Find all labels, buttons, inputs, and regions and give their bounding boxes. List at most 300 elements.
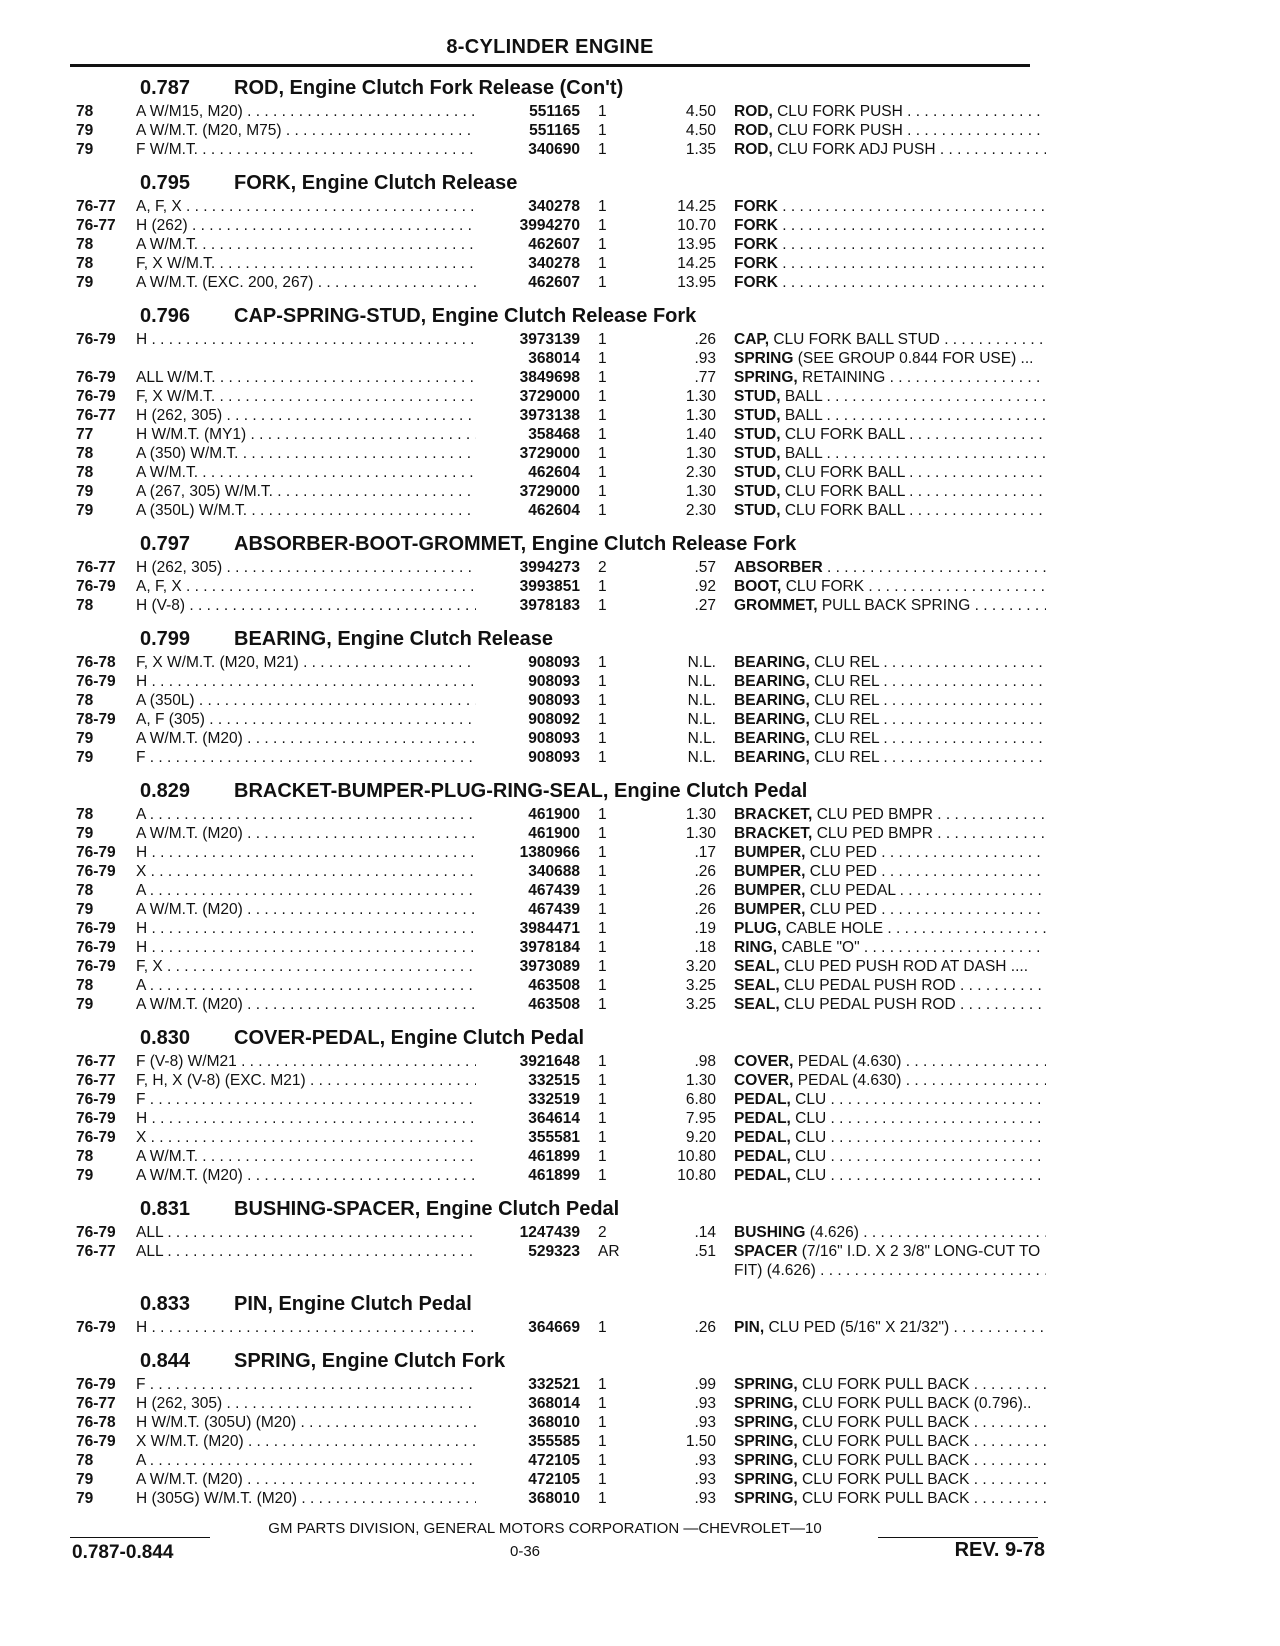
part-number: 908093 xyxy=(528,730,580,747)
description-detail: BALL xyxy=(784,445,823,462)
description-noun: BRACKET, xyxy=(734,825,813,842)
group-title: COVER-PEDAL, Engine Clutch Pedal xyxy=(234,1027,585,1049)
application xyxy=(136,691,476,710)
description-detail: CLU xyxy=(795,1167,827,1184)
footer-corporation: GM PARTS DIVISION, GENERAL MOTORS CORPORATION —CHEVROLET—10 xyxy=(268,1520,822,1537)
part-row xyxy=(70,710,1045,729)
quantity: 1 xyxy=(598,1414,607,1431)
part-row xyxy=(70,387,1045,406)
application xyxy=(136,653,476,672)
application-text: F (V-8) W/M21 xyxy=(136,1053,237,1070)
application xyxy=(136,1052,476,1071)
quantity: 1 xyxy=(598,1053,607,1070)
application-text: A, F, X xyxy=(136,578,182,595)
description-detail: CLU PEDAL PUSH ROD xyxy=(783,996,956,1013)
part-number: 908093 xyxy=(528,654,580,671)
description xyxy=(734,672,1046,691)
application-text: A W/M.T. (M20) xyxy=(136,996,243,1013)
application xyxy=(136,995,476,1014)
model-year: 76-79 xyxy=(76,388,116,405)
group-header xyxy=(70,169,1045,197)
model-year: 78 xyxy=(76,464,94,481)
description-detail: CLU FORK PULL BACK xyxy=(802,1452,970,1469)
description-detail: CLU xyxy=(795,1129,827,1146)
description xyxy=(734,957,1046,976)
model-year: 78 xyxy=(76,255,94,272)
application xyxy=(136,330,476,349)
description-detail: CLU xyxy=(795,1110,827,1127)
description xyxy=(734,862,1046,881)
price: 4.50 xyxy=(685,122,716,139)
description xyxy=(734,596,1046,615)
description xyxy=(734,691,1046,710)
application xyxy=(136,1432,476,1451)
price: 4.50 xyxy=(685,103,716,120)
quantity: 1 xyxy=(598,255,607,272)
application-text: ALL xyxy=(136,1224,164,1241)
quantity: 1 xyxy=(598,1072,607,1089)
description-detail: (7/16" I.D. X 2 3/8" LONG-CUT TO xyxy=(801,1243,1041,1260)
application-text: H (262, 305) xyxy=(136,1395,223,1412)
part-number: 3978184 xyxy=(519,939,580,956)
description-noun: PLUG, xyxy=(734,920,782,937)
application xyxy=(136,1394,476,1413)
model-year: 78 xyxy=(76,806,94,823)
description-noun: BUMPER, xyxy=(734,844,806,861)
price: .27 xyxy=(694,597,716,614)
model-year: 76-77 xyxy=(76,1053,116,1070)
application xyxy=(136,1489,476,1508)
description-noun: STUD, xyxy=(734,502,781,519)
description-detail: CLU PED xyxy=(809,901,877,918)
quantity: 1 xyxy=(598,882,607,899)
part-row xyxy=(70,482,1045,501)
description xyxy=(734,938,1046,957)
application-text: A xyxy=(136,1452,146,1469)
part-row xyxy=(70,1223,1045,1242)
description xyxy=(734,216,1046,235)
group-title: BRACKET-BUMPER-PLUG-RING-SEAL, Engine Clutch Pedal xyxy=(234,780,808,802)
group-number: 0.830 xyxy=(140,1027,191,1049)
description-detail: CABLE "O" xyxy=(781,939,860,956)
description-noun: SPRING, xyxy=(734,1414,798,1431)
description-detail: PULL BACK SPRING xyxy=(821,597,971,614)
part-row xyxy=(70,596,1045,615)
part-number: 3849698 xyxy=(519,369,580,386)
description-noun: PEDAL, xyxy=(734,1148,791,1165)
application-text: H (262) xyxy=(136,217,188,234)
part-number: 467439 xyxy=(528,901,580,918)
description xyxy=(734,1242,1046,1261)
price: 10.80 xyxy=(677,1167,716,1184)
application-text: A W/M15, M20) xyxy=(136,103,243,120)
part-row xyxy=(70,1261,1045,1280)
application-text: F, H, X (V-8) (EXC. M21) xyxy=(136,1072,306,1089)
model-year: 76-79 xyxy=(76,369,116,386)
part-number: 358468 xyxy=(528,426,580,443)
group-title: BEARING, Engine Clutch Release xyxy=(234,628,553,650)
description xyxy=(734,1090,1046,1109)
description xyxy=(734,1261,1046,1280)
description-noun: SPACER xyxy=(734,1243,798,1260)
group-title: ROD, Engine Clutch Fork Release (Con't) xyxy=(234,77,624,99)
price: 3.25 xyxy=(685,996,716,1013)
part-row xyxy=(70,1318,1045,1337)
description xyxy=(734,254,1046,273)
part-number: 3994270 xyxy=(519,217,580,234)
quantity: 1 xyxy=(598,958,607,975)
model-year: 79 xyxy=(76,825,94,842)
application-text: H xyxy=(136,1319,148,1336)
part-row xyxy=(70,881,1045,900)
description-noun: CAP, xyxy=(734,331,770,348)
model-year: 76-79 xyxy=(76,1129,116,1146)
application xyxy=(136,387,476,406)
quantity: 1 xyxy=(598,996,607,1013)
description-noun: BEARING, xyxy=(734,692,810,709)
description xyxy=(734,444,1046,463)
price: 3.20 xyxy=(685,958,716,975)
quantity: 1 xyxy=(598,578,607,595)
part-row xyxy=(70,463,1045,482)
page-footer xyxy=(70,1520,1045,1590)
application-text: A xyxy=(136,882,146,899)
quantity: 1 xyxy=(598,1433,607,1450)
application xyxy=(136,121,476,140)
application xyxy=(136,1128,476,1147)
application xyxy=(136,710,476,729)
part-row xyxy=(70,1166,1045,1185)
price: N.L. xyxy=(687,711,716,728)
application xyxy=(136,843,476,862)
part-number: 1247439 xyxy=(519,1224,580,1241)
model-year: 78 xyxy=(76,1148,94,1165)
application-text: A W/M.T. xyxy=(136,236,198,253)
footer-rule-right xyxy=(878,1537,1038,1538)
model-year: 76-77 xyxy=(76,217,116,234)
group-title: ABSORBER-BOOT-GROMMET, Engine Clutch Release Fork xyxy=(234,533,797,555)
part-row xyxy=(70,1071,1045,1090)
group-number: 0.829 xyxy=(140,780,191,802)
description-detail: CLU PED xyxy=(809,844,877,861)
price: .17 xyxy=(694,844,716,861)
application-text: F, X W/M.T. (M20, M21) xyxy=(136,654,299,671)
application-text: A W/M.T. (EXC. 200, 267) xyxy=(136,274,314,291)
description xyxy=(734,197,1046,216)
part-row xyxy=(70,1451,1045,1470)
description-detail: CLU xyxy=(795,1091,827,1108)
application-text: A W/M.T. xyxy=(136,1148,198,1165)
part-number: 3729000 xyxy=(519,445,580,462)
model-year: 78 xyxy=(76,103,94,120)
part-row xyxy=(70,919,1045,938)
description xyxy=(734,425,1046,444)
application-text: X W/M.T. (M20) xyxy=(136,1433,244,1450)
application xyxy=(136,235,476,254)
part-row xyxy=(70,577,1045,596)
description-detail: CLU PEDAL PUSH ROD xyxy=(783,977,956,994)
quantity: 1 xyxy=(598,1148,607,1165)
part-row xyxy=(70,748,1045,767)
part-number: 3729000 xyxy=(519,483,580,500)
application-text: A, F (305) xyxy=(136,711,205,728)
application xyxy=(136,140,476,159)
description xyxy=(734,653,1046,672)
quantity: 2 xyxy=(598,1224,607,1241)
description-detail: CLU FORK BALL xyxy=(784,502,905,519)
part-number: 332519 xyxy=(528,1091,580,1108)
group-title: CAP-SPRING-STUD, Engine Clutch Release Fork xyxy=(234,305,697,327)
application-text: A xyxy=(136,806,146,823)
quantity: 1 xyxy=(598,122,607,139)
application-text: H W/M.T. (MY1) xyxy=(136,426,247,443)
price: .93 xyxy=(694,1395,716,1412)
application-text: F xyxy=(136,1376,146,1393)
description-noun: ROD, xyxy=(734,122,773,139)
description-noun: STUD, xyxy=(734,388,781,405)
description-detail: CLU PED (5/16" X 21/32") xyxy=(768,1319,950,1336)
price: 3.25 xyxy=(685,977,716,994)
application xyxy=(136,406,476,425)
description-noun: FORK xyxy=(734,217,778,234)
part-number: 462604 xyxy=(528,502,580,519)
group-header xyxy=(70,1024,1045,1052)
part-number: 3978183 xyxy=(519,597,580,614)
description-noun: STUD, xyxy=(734,464,781,481)
part-row xyxy=(70,330,1045,349)
application xyxy=(136,1451,476,1470)
model-year: 76-77 xyxy=(76,1243,116,1260)
part-row xyxy=(70,1394,1045,1413)
description-detail: CLU FORK BALL xyxy=(784,464,905,481)
description-noun: STUD, xyxy=(734,483,781,500)
application xyxy=(136,919,476,938)
description xyxy=(734,330,1046,349)
model-year: 78-79 xyxy=(76,711,116,728)
model-year: 76-79 xyxy=(76,939,116,956)
description-noun: BUMPER, xyxy=(734,863,806,880)
description-noun: FORK xyxy=(734,236,778,253)
description-noun: BEARING, xyxy=(734,711,810,728)
description-detail: CLU FORK PULL BACK xyxy=(802,1376,970,1393)
part-number: 3973138 xyxy=(519,407,580,424)
part-row xyxy=(70,1052,1045,1071)
quantity: 1 xyxy=(598,464,607,481)
part-number: 462607 xyxy=(528,274,580,291)
price: N.L. xyxy=(687,730,716,747)
model-year: 76-79 xyxy=(76,331,116,348)
part-row xyxy=(70,1242,1045,1261)
part-number: 908092 xyxy=(528,711,580,728)
application xyxy=(136,368,476,387)
model-year: 78 xyxy=(76,882,94,899)
part-row xyxy=(70,1109,1045,1128)
description xyxy=(734,1375,1046,1394)
price: 1.30 xyxy=(685,1072,716,1089)
price: .92 xyxy=(694,578,716,595)
application xyxy=(136,1318,476,1337)
application xyxy=(136,482,476,501)
application xyxy=(136,444,476,463)
description xyxy=(734,140,1046,159)
part-row xyxy=(70,102,1045,121)
quantity: 1 xyxy=(598,1110,607,1127)
application xyxy=(136,1413,476,1432)
part-number: 355581 xyxy=(528,1129,580,1146)
quantity: 1 xyxy=(598,198,607,215)
application xyxy=(136,596,476,615)
part-number: 368014 xyxy=(528,350,580,367)
model-year: 78 xyxy=(76,1452,94,1469)
group-number: 0.795 xyxy=(140,172,191,194)
part-row xyxy=(70,976,1045,995)
quantity: 1 xyxy=(598,483,607,500)
description-noun: SPRING, xyxy=(734,1452,798,1469)
part-row xyxy=(70,672,1045,691)
application xyxy=(136,254,476,273)
application xyxy=(136,862,476,881)
group-number: 0.833 xyxy=(140,1293,191,1315)
description xyxy=(734,1052,1046,1071)
description xyxy=(734,1071,1046,1090)
description xyxy=(734,748,1046,767)
application-text: X xyxy=(136,1129,147,1146)
application xyxy=(136,102,476,121)
model-year: 79 xyxy=(76,1167,94,1184)
part-number: 3973089 xyxy=(519,958,580,975)
application-text: A W/M.T. (M20) xyxy=(136,1471,243,1488)
price: 1.30 xyxy=(685,483,716,500)
footer-page-number: 0-36 xyxy=(510,1543,541,1560)
description-detail: CLU REL xyxy=(814,730,880,747)
quantity: 1 xyxy=(598,1376,607,1393)
price: 2.30 xyxy=(685,464,716,481)
part-row xyxy=(70,1090,1045,1109)
quantity: 1 xyxy=(598,1490,607,1507)
description xyxy=(734,1109,1046,1128)
description-noun: PIN, xyxy=(734,1319,765,1336)
quantity: 1 xyxy=(598,920,607,937)
part-number: 3921648 xyxy=(519,1053,580,1070)
price: 2.30 xyxy=(685,502,716,519)
description xyxy=(734,349,1046,368)
price: .93 xyxy=(694,350,716,367)
description-detail: CLU FORK BALL xyxy=(784,483,905,500)
part-number: 340688 xyxy=(528,863,580,880)
part-row xyxy=(70,558,1045,577)
price: .57 xyxy=(694,559,716,576)
price: 13.95 xyxy=(677,236,716,253)
price: 6.80 xyxy=(685,1091,716,1108)
application-text: A W/M.T. (M20) xyxy=(136,730,243,747)
quantity: 1 xyxy=(598,350,607,367)
quantity: 1 xyxy=(598,426,607,443)
quantity: 1 xyxy=(598,711,607,728)
group-header xyxy=(70,625,1045,653)
price: .93 xyxy=(694,1414,716,1431)
part-row xyxy=(70,1375,1045,1394)
part-row xyxy=(70,273,1045,292)
price: 14.25 xyxy=(677,198,716,215)
part-number: 462607 xyxy=(528,236,580,253)
description xyxy=(734,805,1046,824)
part-number: 461899 xyxy=(528,1167,580,1184)
application xyxy=(136,1166,476,1185)
price: 1.30 xyxy=(685,825,716,842)
part-number: 467439 xyxy=(528,882,580,899)
quantity: 1 xyxy=(598,217,607,234)
model-year: 76-77 xyxy=(76,407,116,424)
application-text: A W/M.T. xyxy=(136,464,198,481)
description xyxy=(734,406,1046,425)
model-year: 79 xyxy=(76,1471,94,1488)
model-year: 76-79 xyxy=(76,578,116,595)
application-text: F xyxy=(136,1091,146,1108)
application-text: ALL W/M.T. xyxy=(136,369,216,386)
description xyxy=(734,1147,1046,1166)
model-year: 79 xyxy=(76,141,94,158)
part-row xyxy=(70,805,1045,824)
description xyxy=(734,881,1046,900)
part-number: 332521 xyxy=(528,1376,580,1393)
application-text: H xyxy=(136,1110,148,1127)
application xyxy=(136,1147,476,1166)
part-row xyxy=(70,501,1045,520)
part-row xyxy=(70,729,1045,748)
description-noun: SPRING, xyxy=(734,1395,798,1412)
description-noun: STUD, xyxy=(734,407,781,424)
model-year: 76-79 xyxy=(76,958,116,975)
description-detail: PEDAL (4.630) xyxy=(797,1072,902,1089)
price: .98 xyxy=(694,1053,716,1070)
group-number: 0.797 xyxy=(140,533,191,555)
part-number: 472105 xyxy=(528,1452,580,1469)
description-noun: STUD, xyxy=(734,445,781,462)
part-number: 1380966 xyxy=(519,844,580,861)
part-row xyxy=(70,254,1045,273)
description-detail: CLU PED PUSH ROD AT DASH .... xyxy=(783,958,1029,975)
quantity: AR xyxy=(598,1243,620,1260)
quantity: 1 xyxy=(598,1167,607,1184)
description-noun: SPRING, xyxy=(734,1471,798,1488)
description-detail: CLU REL xyxy=(814,692,880,709)
description xyxy=(734,368,1046,387)
description-noun: FORK xyxy=(734,255,778,272)
description xyxy=(734,1413,1046,1432)
description xyxy=(734,1451,1046,1470)
application-text: A W/M.T. (M20, M75) xyxy=(136,122,282,139)
application-text: A (350L) W/M.T. xyxy=(136,502,248,519)
application-text: F W/M.T. xyxy=(136,141,198,158)
application xyxy=(136,824,476,843)
group-header xyxy=(70,777,1045,805)
description xyxy=(734,900,1046,919)
price: 1.35 xyxy=(685,141,716,158)
description-detail: FIT) (4.626) xyxy=(734,1262,816,1279)
part-number: 3729000 xyxy=(519,388,580,405)
part-row xyxy=(70,938,1045,957)
part-number: 461900 xyxy=(528,825,580,842)
part-row xyxy=(70,140,1045,159)
quantity: 1 xyxy=(598,1129,607,1146)
price: N.L. xyxy=(687,654,716,671)
application xyxy=(136,900,476,919)
quantity: 1 xyxy=(598,236,607,253)
description xyxy=(734,1223,1046,1242)
application xyxy=(136,672,476,691)
description-noun: BUSHING xyxy=(734,1224,806,1241)
group-number: 0.799 xyxy=(140,628,191,650)
